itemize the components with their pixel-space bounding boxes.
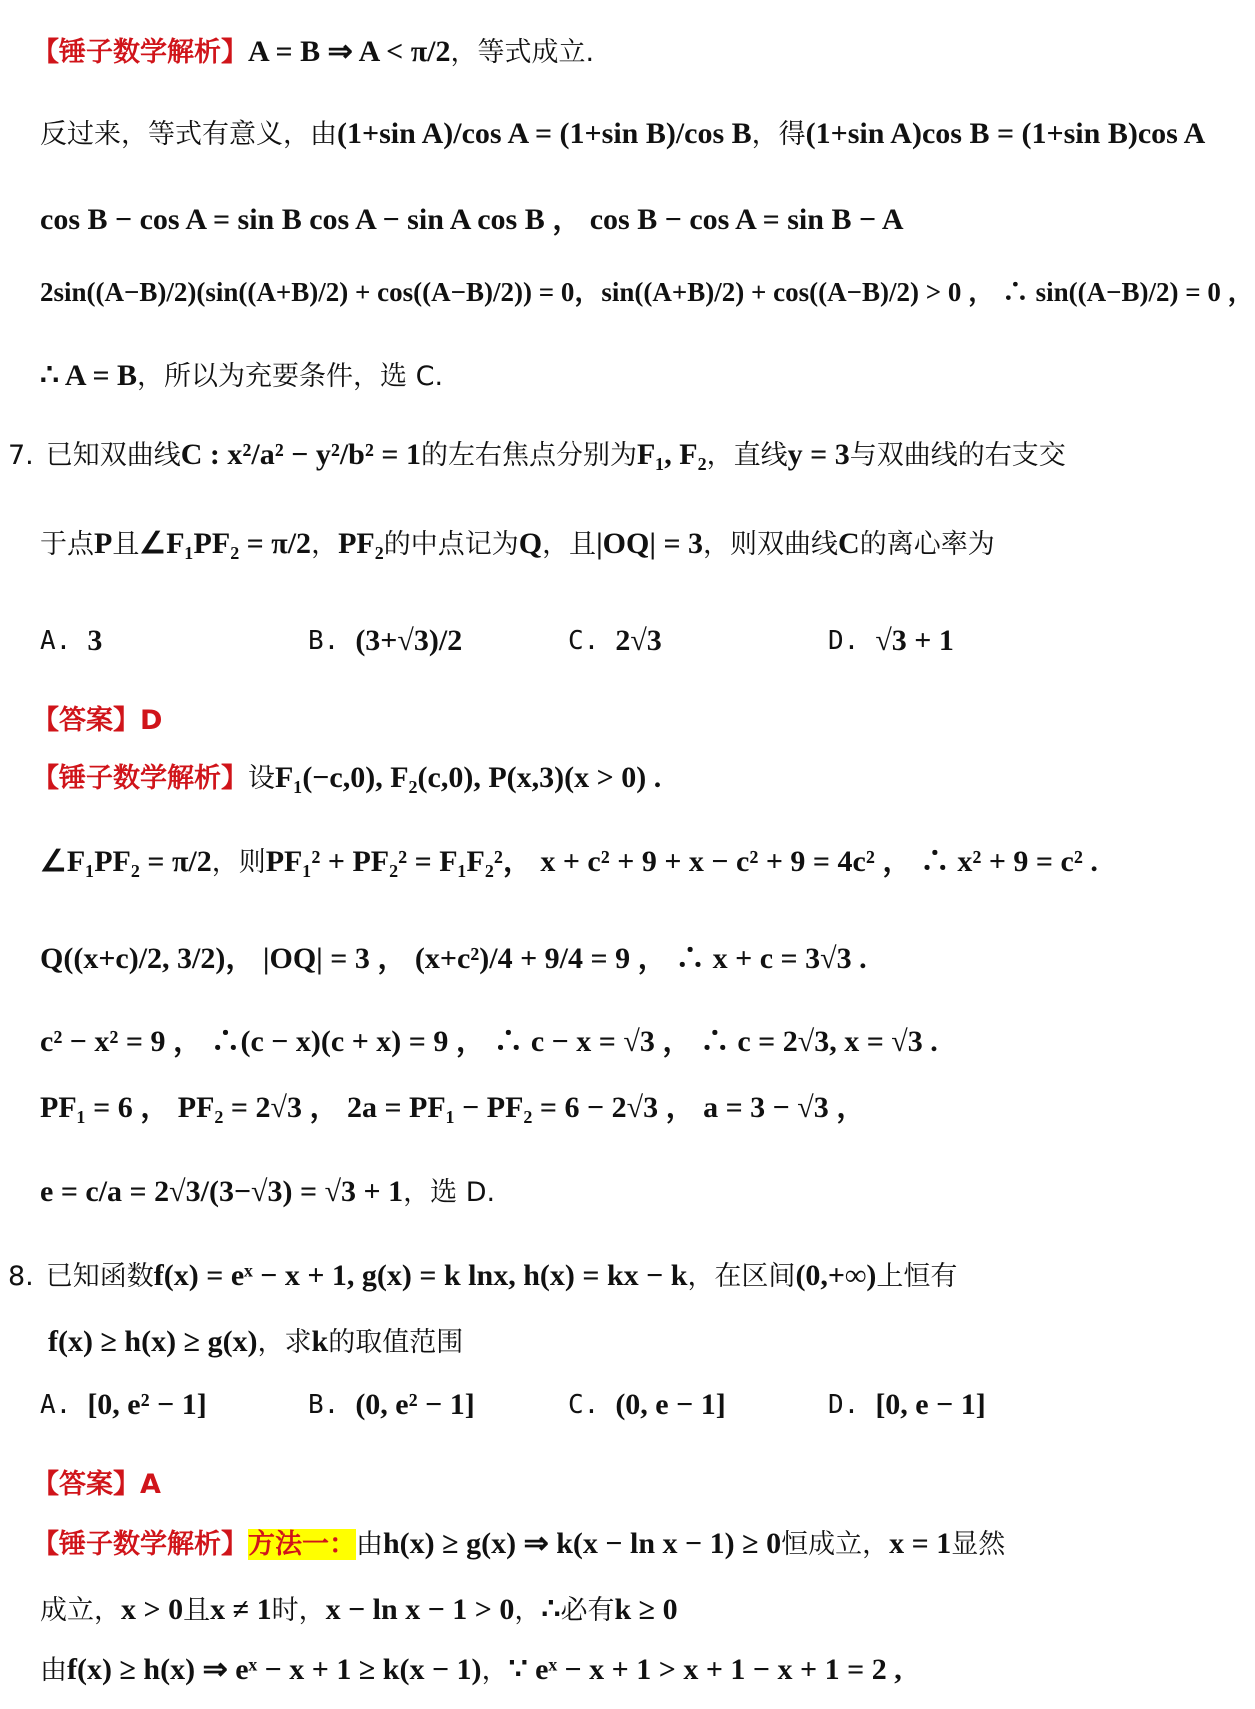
text: ，且 xyxy=(542,528,597,560)
text: 设 xyxy=(248,762,275,794)
option-label: A. xyxy=(40,626,72,656)
math-expression: x − ln x − 1 > 0 xyxy=(325,1593,515,1626)
solution-tag: 【锤子数学解析】 xyxy=(32,36,248,68)
solution-line xyxy=(40,356,443,396)
option-label: D. xyxy=(828,1390,860,1420)
math-expression: C xyxy=(838,527,860,560)
text: ，得 xyxy=(751,118,806,150)
math-expression: PF₂ xyxy=(338,527,384,560)
question-number: 8. xyxy=(8,1260,34,1292)
math-expression: c² − x² = 9 ， ∴(c − x)(c + x) = 9 ， ∴ c − x = √3 ， ∴ c = 2√3, x = √3 . xyxy=(40,1025,938,1058)
text: 由 xyxy=(356,1528,383,1560)
question-8-line xyxy=(8,1254,957,1298)
solution-line xyxy=(40,924,867,994)
math-expression: (0,+∞) xyxy=(795,1259,877,1292)
math-expression: (1+sin A)cos B = (1+sin B)cos A xyxy=(805,117,1206,150)
text: 成立， xyxy=(40,1594,121,1626)
math-expression: k ≥ 0 xyxy=(614,1593,678,1626)
math-expression: F₁(−c,0), F₂(c,0), P(x,3)(x > 0) . xyxy=(275,761,662,794)
question-number: 7. xyxy=(8,439,34,471)
text: 反过来，等式有意义，由 xyxy=(40,118,337,150)
solution-line xyxy=(40,1086,866,1130)
option-value: (0, e² − 1] xyxy=(355,1388,475,1421)
text: ，直线 xyxy=(706,439,788,471)
option-label: D. xyxy=(828,626,860,656)
math-expression: f(x) = eˣ − x + 1, g(x) = k lnx, h(x) = kx − k xyxy=(153,1259,688,1292)
text: ， xyxy=(311,528,339,560)
text: ， xyxy=(514,1594,542,1626)
text: 且 xyxy=(183,1594,211,1626)
text: 的取值范围 xyxy=(328,1326,464,1358)
text: 与双曲线的右支交 xyxy=(849,439,1066,471)
solution-line xyxy=(32,22,594,82)
math-expression: x > 0 xyxy=(121,1593,184,1626)
option-label: B. xyxy=(308,626,340,656)
text: 已知双曲线 xyxy=(45,439,181,471)
option-value: [0, e² − 1] xyxy=(87,1388,207,1421)
option-value: (0, e − 1] xyxy=(615,1388,726,1421)
question-8-line xyxy=(48,1320,463,1364)
answer-tag: 【答案】 xyxy=(32,704,140,736)
option-label: A. xyxy=(40,1390,72,1420)
text: ，选 D. xyxy=(403,1176,496,1208)
math-expression: Q((x+c)/2, 3/2)， |OQ| = 3 ， (x+c²)/4 + 9/4 = 9 ， ∴ x + c = 3√3 . xyxy=(40,942,867,975)
option-b[interactable] xyxy=(308,624,462,658)
option-d[interactable] xyxy=(828,624,954,658)
answer-value: D xyxy=(140,704,163,736)
math-expression: 2sin((A−B)/2)(sin((A+B)/2) + cos((A−B)/2)) = 0，sin((A+B)/2) + cos((A−B)/2) > 0 ， ∴ sin((A−B)/2) = 0 ， xyxy=(40,276,1255,307)
option-c[interactable] xyxy=(568,624,662,658)
text: 的离心率为 xyxy=(859,528,995,560)
solution-line xyxy=(40,200,904,240)
option-a[interactable] xyxy=(40,1388,207,1422)
text: ，求 xyxy=(257,1326,312,1358)
text: 恒成立， xyxy=(781,1528,890,1560)
text: 由 xyxy=(40,1654,67,1686)
text: ，则 xyxy=(211,846,266,878)
math-expression: (1+sin A)/cos A = (1+sin B)/cos B xyxy=(337,117,752,150)
solution-line xyxy=(40,262,1255,322)
math-expression: F₁, F₂ xyxy=(636,438,707,471)
solution-line xyxy=(40,1648,902,1692)
solution-line xyxy=(32,756,661,800)
option-value: √3 + 1 xyxy=(875,624,954,657)
math-expression: y = 3 xyxy=(787,438,850,471)
text: ，在区间 xyxy=(687,1260,796,1292)
answer-value: A xyxy=(140,1468,161,1500)
text: ，则双曲线 xyxy=(703,528,839,560)
solution-line xyxy=(40,1160,495,1224)
math-expression: Q xyxy=(518,527,543,560)
math-expression: P xyxy=(94,527,113,560)
question-7-line xyxy=(8,420,1066,490)
answer-line xyxy=(32,1464,161,1504)
math-expression: PF₁ = 6 ， PF₂ = 2√3 ， 2a = PF₁ − PF₂ = 6 − 2√3 ， a = 3 − √3 ， xyxy=(40,1091,867,1124)
text: 的左右焦点分别为 xyxy=(420,439,637,471)
option-label: B. xyxy=(308,1390,340,1420)
text: ，等式成立. xyxy=(450,36,595,68)
option-value: (3+√3)/2 xyxy=(355,624,463,657)
option-b[interactable] xyxy=(308,1388,475,1422)
solution-line xyxy=(40,832,1098,892)
solution-line xyxy=(32,1520,1005,1568)
solution-line xyxy=(40,1590,678,1630)
text: 且 xyxy=(112,528,140,560)
solution-tag: 【锤子数学解析】 xyxy=(32,762,248,794)
option-d[interactable] xyxy=(828,1388,986,1422)
solution-line xyxy=(40,1020,938,1064)
text: 于点 xyxy=(40,528,94,560)
text: 已知函数 xyxy=(45,1260,154,1292)
math-expression: cos B − cos A = sin B cos A − sin A cos B ， cos B − cos A = sin B − A xyxy=(40,203,904,236)
text: 必有 xyxy=(560,1594,615,1626)
text: 的中点记为 xyxy=(383,528,519,560)
math-expression: f(x) ≥ h(x) ⇒ eˣ − x + 1 ≥ k(x − 1) xyxy=(67,1653,482,1686)
math-expression: ∴ A = B xyxy=(40,359,138,392)
math-expression: ∠F₁PF₂ = π/2 xyxy=(40,845,212,878)
math-expression: ∴ xyxy=(541,1593,561,1626)
option-c[interactable] xyxy=(568,1388,726,1422)
option-value: 3 xyxy=(87,624,103,657)
text: 显然 xyxy=(951,1528,1006,1560)
math-expression: A = B ⇒ A < π/2 xyxy=(248,35,451,68)
text: 时， xyxy=(271,1594,326,1626)
method-highlight: 方法一： xyxy=(248,1528,356,1560)
math-expression: ∠F₁PF₂ = π/2 xyxy=(139,527,312,560)
solution-tag: 【锤子数学解析】 xyxy=(32,1528,248,1560)
math-expression: e = c/a = 2√3/(3−√3) = √3 + 1 xyxy=(40,1175,404,1208)
option-a[interactable] xyxy=(40,624,102,658)
text: 上恒有 xyxy=(876,1260,958,1292)
math-expression: k xyxy=(311,1325,329,1358)
text: ， xyxy=(481,1654,509,1686)
math-expression: ∵ eˣ − x + 1 > x + 1 − x + 1 = 2 , xyxy=(508,1653,902,1686)
option-label: C. xyxy=(568,626,600,656)
option-value: 2√3 xyxy=(615,624,662,657)
math-expression: PF₁² + PF₂² = F₁F₂²， x + c² + 9 + x − c² + 9 = 4c² ， ∴ x² + 9 = c² . xyxy=(265,845,1098,878)
answer-line xyxy=(32,700,162,740)
math-expression: x ≠ 1 xyxy=(210,1593,272,1626)
option-label: C. xyxy=(568,1390,600,1420)
math-expression: h(x) ≥ g(x) ⇒ k(x − ln x − 1) ≥ 0 xyxy=(383,1527,782,1560)
solution-line xyxy=(40,104,1205,164)
option-value: [0, e − 1] xyxy=(875,1388,986,1421)
text: ，所以为充要条件，选 C. xyxy=(137,360,444,392)
math-expression: x = 1 xyxy=(889,1527,952,1560)
question-7-line xyxy=(40,514,995,574)
math-expression: f(x) ≥ h(x) ≥ g(x) xyxy=(48,1325,258,1358)
answer-tag: 【答案】 xyxy=(32,1468,140,1500)
math-expression: |OQ| = 3 xyxy=(596,527,704,560)
math-expression: C : x²/a² − y²/b² = 1 xyxy=(180,438,421,471)
